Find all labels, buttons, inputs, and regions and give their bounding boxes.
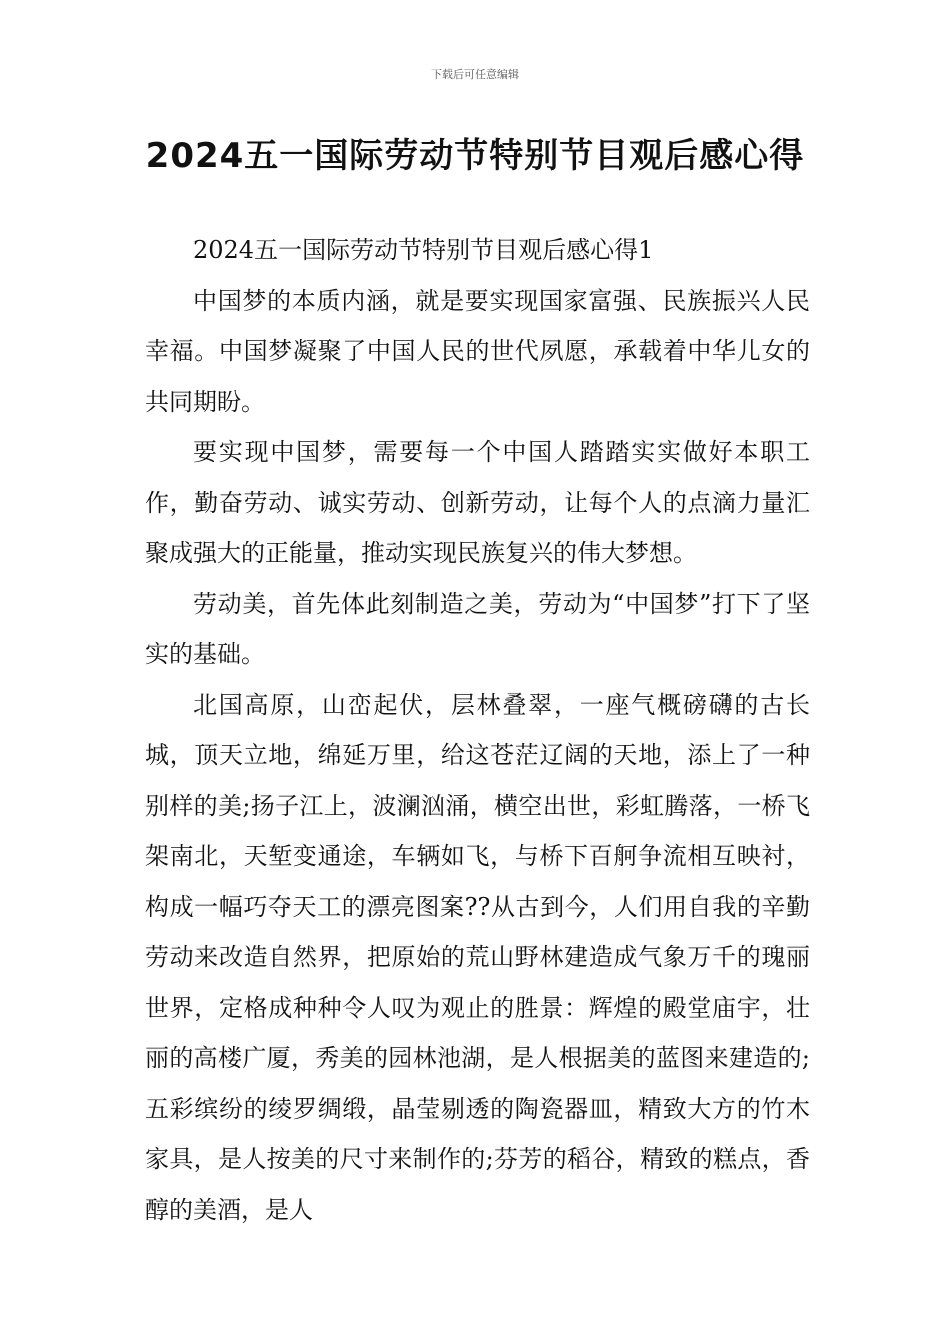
paragraph: 北国高原，山峦起伏，层林叠翠，一座气概磅礴的古长城，顶天立地，绵延万里，给这苍茫辽阔的天地，添上了一种别样的美;扬子江上，波澜汹涌，横空出世，彩虹腾落，一桥飞架南北，天堑变通途，车辆如飞，与桥下百舸争流相互映衬，构成一幅巧夺天工的漂亮图案??从古到今，人们用自我的辛勤劳动来改造自然界，把原始的荒山野林建造成气象万千的瑰丽世界，定格成种种令人叹为观止的胜景：辉煌的殿堂庙宇，壮丽的高楼广厦，秀美的园林池湖，是人根据美的蓝图来建造的;五彩缤纷的绫罗绸缎，晶莹剔透的陶瓷器皿，精致大方的竹木家具，是人按美的尺寸来制作的;芬芳的稻谷，精致的糕点，香醇的美酒，是人 xyxy=(145,690,810,1224)
paragraph: 中国梦的本质内涵，就是要实现国家富强、民族振兴人民幸福。中国梦凝聚了中国人民的世代夙愿，承载着中华儿女的共同期盼。 xyxy=(145,286,810,416)
paragraph: 要实现中国梦，需要每一个中国人踏踏实实做好本职工作，勤奋劳动、诚实劳动、创新劳动，让每个人的点滴力量汇聚成强大的正能量，推动实现民族复兴的伟大梦想。 xyxy=(145,438,810,567)
paragraph: 劳动美，首先体此刻制造之美，劳动为“中国梦”打下了坚实的基础。 xyxy=(145,589,810,668)
section-heading: 2024五一国际劳动节特别节目观后感心得1 xyxy=(193,236,654,264)
document-title: 2024五一国际劳动节特别节目观后感心得 xyxy=(145,136,805,176)
document-body xyxy=(145,225,810,1235)
header-note: 下载后可任意编辑 xyxy=(431,68,519,81)
